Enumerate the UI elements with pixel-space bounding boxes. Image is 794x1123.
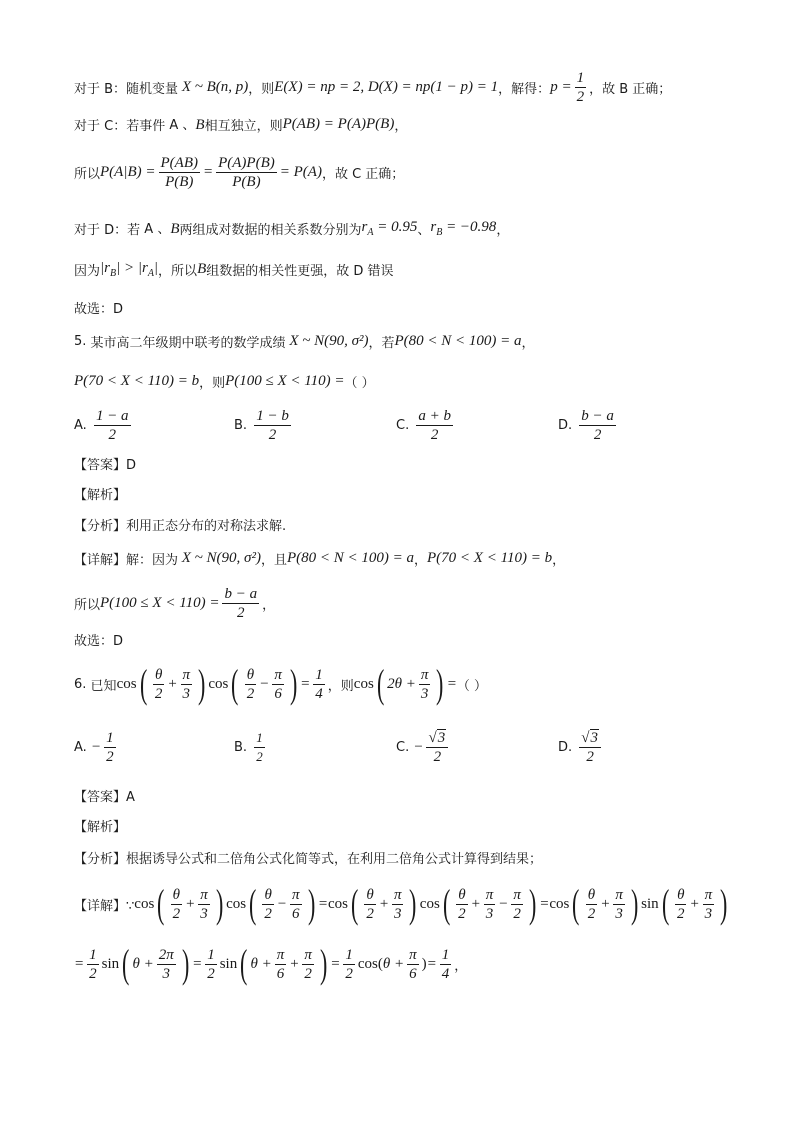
question-6-stem: 6. 已知 cos ( θ 2 + $\frac{\pi}{3}$ ) cos ( θ 2 − $\frac{\pi}{6}$ ) = $\frac{1}{4}$ ，则 cos ( 2θ + $\frac{\pi}{3}$ ) = （ ） xyxy=(74,661,487,706)
analysis-heading-q6: 【解析】 xyxy=(74,820,127,835)
q5-option-c: C. a + b 2 xyxy=(396,408,451,443)
line-option-c-intro: 对于 C：若事件 A 、B 相互独立，则 P(AB) = P(A)P(B) ， xyxy=(74,115,408,134)
answer-q6: 【答案】A xyxy=(74,790,135,805)
question-5-stem: 5. 某市高二年级期中联考的数学成绩 X ~ N(90, σ²) ，若 P(80 < N < 100) = a ， xyxy=(74,333,535,351)
detail-q6-line1: 【详解】∵ cos ( θ 2 + $\frac{\pi}{3}$ ) cos ( θ 2 − $\frac{\pi}{6}$ ) = cos ( θ 2 + $\frac{\pi}{3}$ ) cos ( θ 2 + $\frac{\pi}{3}$ − $\frac{\pi}{2}$ ) = cos ( θ 2 + $\frac{\pi}{3}$ ) sin ( θ 2 + $\frac{\pi}{3}$ ) xyxy=(74,881,728,926)
detail-q6-line2: = $\frac{1}{2}$ sin ( θ + $\frac{2\pi}{3}$ ) = $\frac{1}{2}$ sin ( θ + $\frac{\pi}{6}$ + $\frac{\pi}{2}$ ) = $\frac{1}{2}$ cos( θ + $\frac{\pi}{6}$ ) = $\frac{1}{4}$ ， xyxy=(74,941,468,986)
detail-q5-result: 所以 P(100 ≤ X < 110) = $\frac{b - a}{2}$ ， xyxy=(74,586,276,621)
line-option-b-analysis: 对于 B：随机变量 X ~ B(n, p) ，则 E(X) = np = 2, D(X) = np(1 − p) = 1 ，解得： p = $\frac{1}{2}$ ，故 B 正确； xyxy=(74,70,672,105)
line-option-d-conclusion: 因为 $|r_B| > |r_A|$ ，所以 B 组数据的相关性更强，故 D 错误 xyxy=(74,260,394,279)
detail-q5: 【详解】解：因为 X ~ N(90, σ²) ，且 P(80 < N < 100) = a ， P(70 < X < 110) = b ， xyxy=(74,550,566,568)
q5-option-d: D. b − a 2 xyxy=(558,408,614,443)
answer-q5: 【答案】D xyxy=(74,458,137,473)
choice-q4: 故选：D xyxy=(74,302,124,317)
line-option-c-conclusion: 所以 P(A|B) = $\frac{P(AB)}{P(B)}$ = $\frac{P(A)P(B)}{P(B)}$ = P(A) ，故 C 正确； xyxy=(74,155,405,190)
q5-option-b: B. 1 − b 2 xyxy=(234,408,289,443)
analysis-summary-q6: 【分析】根据诱导公式和二倍角公式化简等式，在利用二倍角公式计算得到结果； xyxy=(74,852,543,867)
q6-option-d: D. √3 2 xyxy=(558,730,604,765)
q6-option-c: C. − $\frac{√3}{2}$ xyxy=(396,730,451,765)
question-5-stem-cont: P(70 < X < 110) = b ，则 P(100 ≤ X < 110) = （ ） xyxy=(74,373,375,391)
choice-q5: 故选：D xyxy=(74,634,124,649)
line-option-d-intro: 对于 D：若 A 、B 两组成对数据的相关系数分别为 $r_A = 0.95$ 、 $r_B = -0.98$ ， xyxy=(74,218,510,238)
q6-option-b: B. 1 2 xyxy=(234,730,263,764)
analysis-heading-q5: 【解析】 xyxy=(74,488,127,503)
q6-option-a: A. − $\frac{1}{2}$ xyxy=(74,730,114,765)
q5-option-a: A. 1 − a 2 xyxy=(74,408,129,443)
analysis-summary-q5: 【分析】利用正态分布的对称法求解. xyxy=(74,519,287,534)
